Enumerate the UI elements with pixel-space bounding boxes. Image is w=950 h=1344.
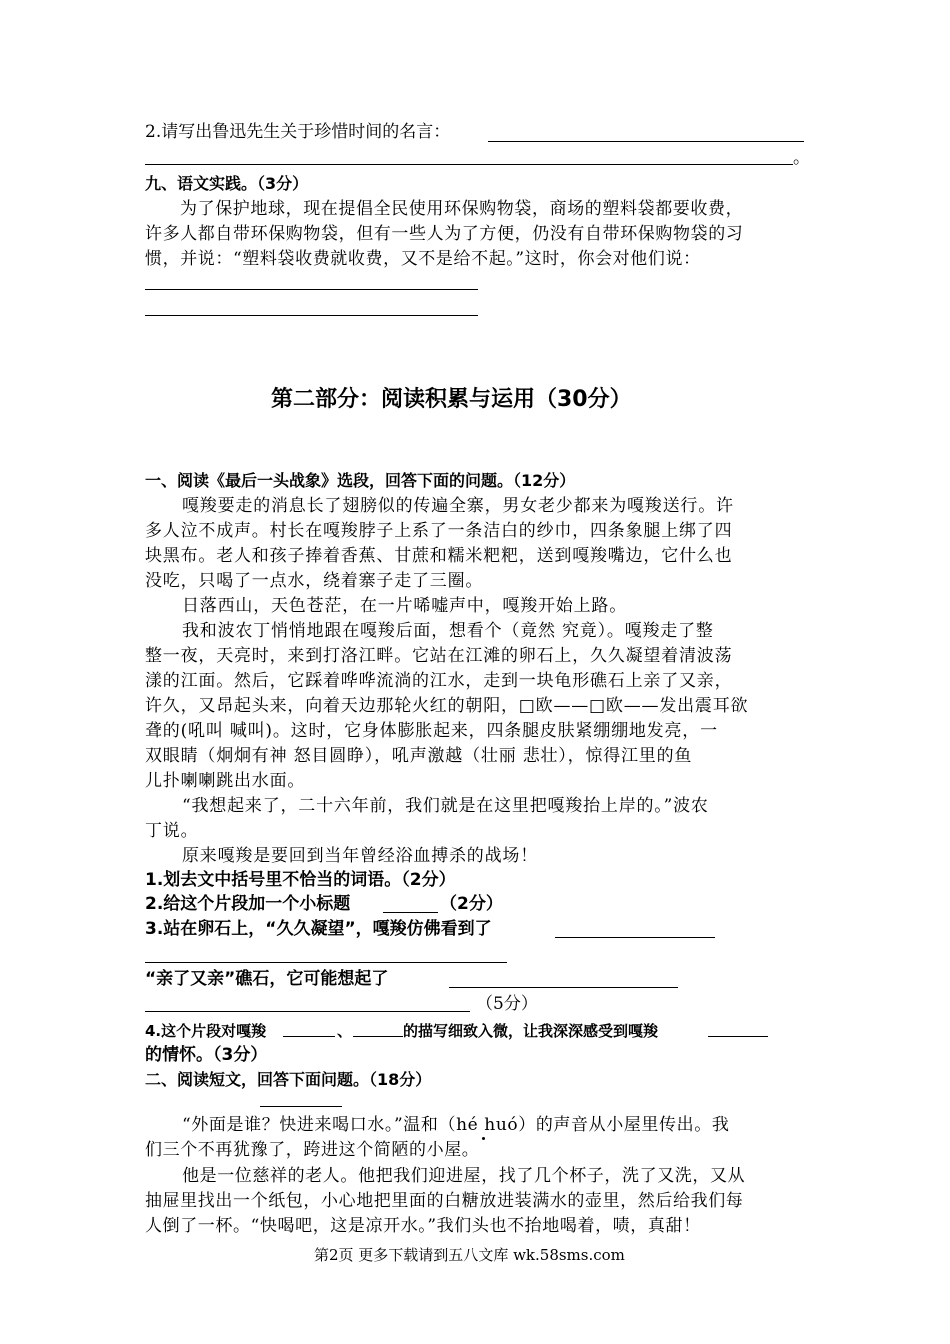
section-1-title: 一、阅读《最后一头战象》选段，回答下面的问题。（12分） [145, 471, 576, 490]
question-4: 4.这个片段对嘎羧 [145, 1022, 267, 1040]
passage-line: 许久，又昂起头来，向着天边那轮火红的朝阳，□欧——□欧——发出震耳欲 [145, 696, 749, 716]
passage-line: “我想起来了，二十六年前，我们就是在这里把嘎羧抬上岸的。”波农 [182, 796, 709, 816]
answer-blank[interactable] [145, 164, 793, 165]
answer-blank[interactable] [260, 1106, 342, 1107]
answer-blank[interactable] [145, 1011, 470, 1012]
passage-line: 漾的江面。然后，它踩着哗哗流淌的江水，走到一块龟形礁石上亲了又亲， [145, 671, 733, 691]
emphasis-dot [482, 1137, 485, 1140]
passage-line: 没吃，只喝了一点水，绕着寨子走了三圈。 [145, 571, 484, 591]
passage-line: 嘎羧要走的消息长了翅膀似的传遍全寨，男女老少都来为嘎羧送行。许 [182, 496, 734, 516]
question-3-score: （5分） [476, 994, 538, 1014]
section-9-title: 九、语文实践。（3分） [145, 174, 309, 193]
short-text-line: 人倒了一杯。“快喝吧，这是凉开水。”我们头也不抬地喝着，啧，真甜！ [145, 1216, 701, 1236]
answer-blank[interactable] [708, 1036, 768, 1037]
passage-line: 日落西山，天色苍茫，在一片唏嘘声中，嘎羧开始上路。 [182, 596, 627, 616]
question-2-label: 2.请写出鲁迅先生关于珍惜时间的名言： [145, 122, 451, 142]
passage-line: 原来嘎羧是要回到当年曾经浴血搏杀的战场！ [182, 846, 538, 866]
answer-blank[interactable] [145, 962, 507, 963]
answer-blank[interactable] [449, 987, 678, 988]
question-3-part-b: “亲了又亲”礁石，它可能想起了 [145, 969, 389, 989]
answer-blank[interactable] [353, 1036, 403, 1037]
answer-blank[interactable] [283, 1036, 335, 1037]
short-text-line: “外面是谁？快进来喝口水。”温和（hé huó）的声音从小屋里传出。我 [182, 1115, 730, 1135]
short-text-line: 抽屉里找出一个纸包，小心地把里面的白糖放进装满水的壶里，然后给我们每 [145, 1191, 744, 1211]
passage-line: 儿扑喇喇跳出水面。 [145, 771, 306, 791]
passage-line: 聋的(吼叫 喊叫)。这时，它身体膨胀起来，四条腿皮肤紧绷绷地发亮，一 [145, 721, 718, 741]
question-4-end: 的情怀。（3分） [145, 1045, 268, 1065]
question-2-score: （2分） [440, 894, 503, 914]
question-2: 2.给这个片段加一个小标题 [145, 894, 351, 914]
answer-blank[interactable] [383, 912, 438, 913]
question-3: 3.站在卵石上，“久久凝望”，嘎羧仿佛看到了 [145, 919, 492, 939]
period-mark: 。 [793, 148, 810, 168]
answer-blank[interactable] [555, 937, 715, 938]
passage-line: 我和波农丁悄悄地跟在嘎羧后面，想看个（竟然 究竟）。嘎羧走了整 [182, 621, 714, 641]
paragraph-line: 为了保护地球，现在提倡全民使用环保购物袋，商场的塑料袋都要收费， [180, 199, 744, 219]
answer-blank[interactable] [145, 315, 478, 316]
part-2-title: 第二部分：阅读积累与运用（30分） [271, 387, 632, 412]
answer-blank[interactable] [145, 289, 478, 290]
paragraph-line: 许多人都自带环保购物袋，但有一些人为了方便，仍没有自带环保购物袋的习 [145, 224, 744, 244]
section-2-title: 二、阅读短文，回答下面问题。（18分） [145, 1070, 432, 1089]
answer-blank[interactable] [488, 141, 804, 142]
question-4-separator: 、 [337, 1022, 353, 1040]
question-1: 1.划去文中括号里不恰当的词语。（2分） [145, 870, 456, 890]
passage-line: 双眼睛（炯炯有神 怒目圆睁），吼声激越（壮丽 悲壮），惊得江里的鱼 [145, 746, 693, 766]
short-text-line: 他是一位慈祥的老人。他把我们迎进屋，找了几个杯子，洗了又洗，又从 [182, 1166, 746, 1186]
passage-line: 整一夜，天亮时，来到打洛江畔。它站在江滩的卵石上，久久凝望着清波荡 [145, 646, 733, 666]
passage-line: 多人泣不成声。村长在嘎羧脖子上系了一条洁白的纱巾，四条象腿上绑了四 [145, 521, 733, 541]
passage-line: 块黑布。老人和孩子捧着香蕉、甘蔗和糯米粑粑，送到嘎羧嘴边，它什么也 [145, 546, 733, 566]
passage-line: 丁说。 [145, 821, 199, 841]
short-text-line: 们三个不再犹豫了，跨进这个简陋的小屋。 [145, 1140, 480, 1160]
paragraph-line: 惯，并说：“塑料袋收费就收费，又不是给不起。”这时，你会对他们说： [145, 249, 701, 269]
question-4-middle: 的描写细致入微，让我深深感受到嘎羧 [403, 1022, 659, 1040]
page-footer: 第2页 更多下载请到五八文库 wk.58sms.com [314, 1246, 625, 1264]
